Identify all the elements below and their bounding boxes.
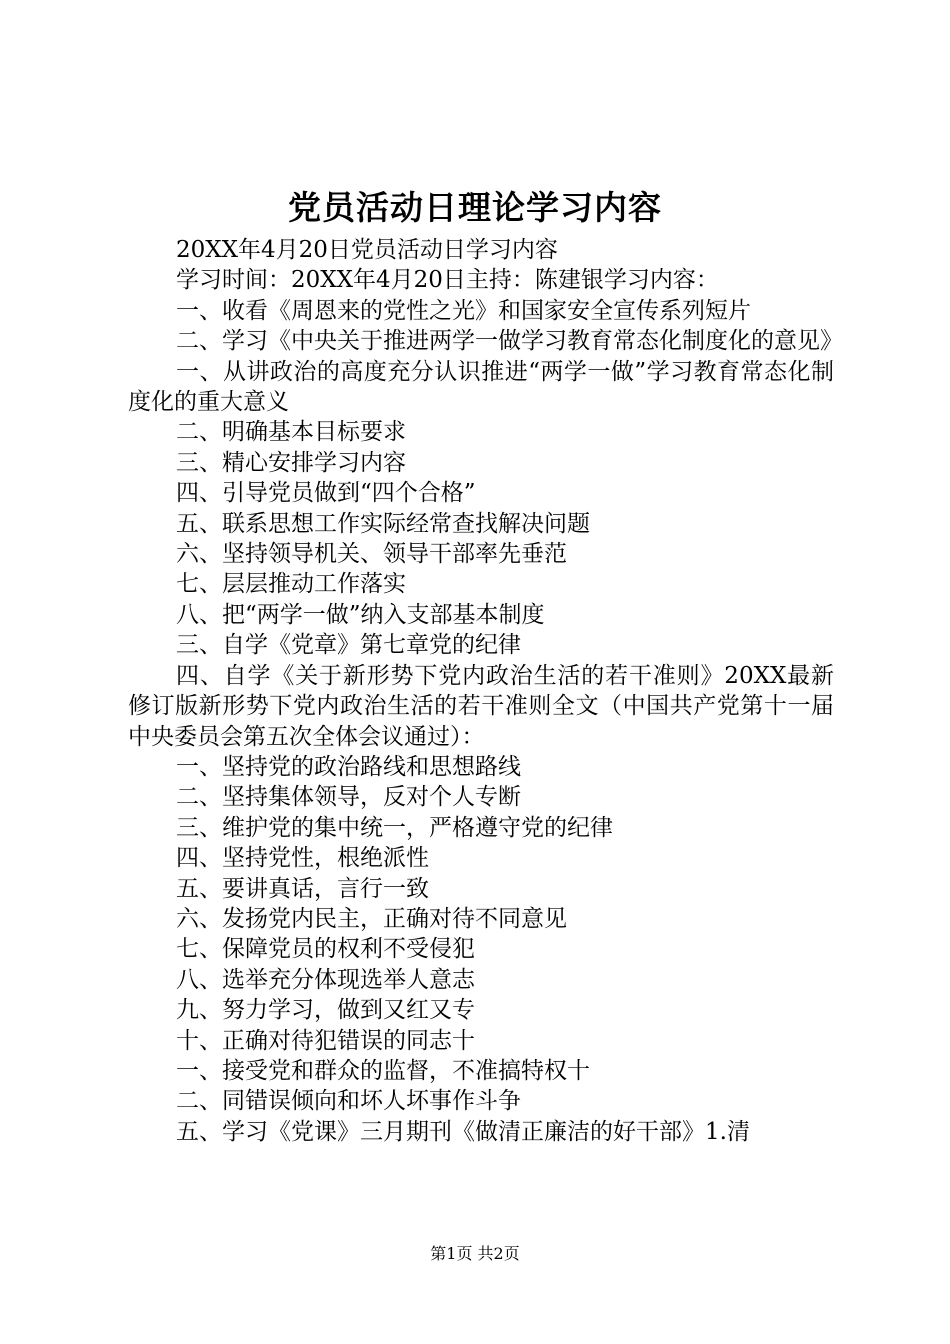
paragraph: 八、选举充分体现选举人意志 (176, 966, 475, 993)
page-footer: 第1页 共2页 (430, 1244, 520, 1263)
paragraph: 四、坚持党性，根绝派性 (176, 845, 429, 872)
paragraph: 十、正确对待犯错误的同志十 (176, 1027, 475, 1054)
paragraph: 七、保障党员的权利不受侵犯 (176, 936, 475, 963)
paragraph: 一、收看《周恩来的党性之光》和国家安全宣传系列短片 (176, 297, 751, 324)
paragraph: 四、自学《关于新形势下党内政治生活的若干准则》20XX最新修订版新形势下党内政治生活的若干准则全文（中国共产党第十一届中央委员会第五次全体会议通过）： (128, 662, 834, 750)
paragraph: 五、学习《党课》三月期刊《做清正廉洁的好干部》1.清 (176, 1118, 750, 1145)
paragraph: 三、精心安排学习内容 (176, 449, 406, 476)
paragraph: 三、自学《党章》第七章党的纪律 (176, 632, 521, 659)
paragraph: 二、同错误倾向和坏人坏事作斗争 (176, 1088, 521, 1115)
paragraph: 七、层层推动工作落实 (176, 571, 406, 598)
document-title: 党员活动日理论学习内容 (288, 188, 662, 227)
paragraph: 二、明确基本目标要求 (176, 419, 406, 446)
paragraph: 八、把“两学一做”纳入支部基本制度 (176, 601, 545, 628)
paragraph: 一、接受党和群众的监督，不准搞特权十 (176, 1057, 590, 1084)
paragraph: 20XX年4月20日党员活动日学习内容 (176, 237, 558, 263)
paragraph: 二、学习《中央关于推进两学一做学习教育常态化制度化的意见》 (176, 328, 843, 355)
paragraph: 三、维护党的集中统一，严格遵守党的纪律 (176, 814, 613, 841)
paragraph: 五、要讲真话，言行一致 (176, 875, 429, 902)
paragraph: 五、联系思想工作实际经常查找解决问题 (176, 510, 590, 537)
paragraph: 九、努力学习，做到又红又专 (176, 997, 475, 1024)
paragraph: 一、坚持党的政治路线和思想路线 (176, 753, 521, 780)
paragraph: 四、引导党员做到“四个合格” (176, 480, 476, 507)
paragraph: 六、坚持领导机关、领导干部率先垂范 (176, 541, 567, 568)
paragraph: 六、发扬党内民主，正确对待不同意见 (176, 905, 567, 932)
paragraph: 一、从讲政治的高度充分认识推进“两学一做”学习教育常态化制度化的重大意义 (128, 358, 834, 416)
document-body (128, 235, 843, 1147)
paragraph: 二、坚持集体领导，反对个人专断 (176, 784, 521, 811)
paragraph: 学习时间：20XX年4月20日主持：陈建银学习内容： (176, 267, 719, 294)
